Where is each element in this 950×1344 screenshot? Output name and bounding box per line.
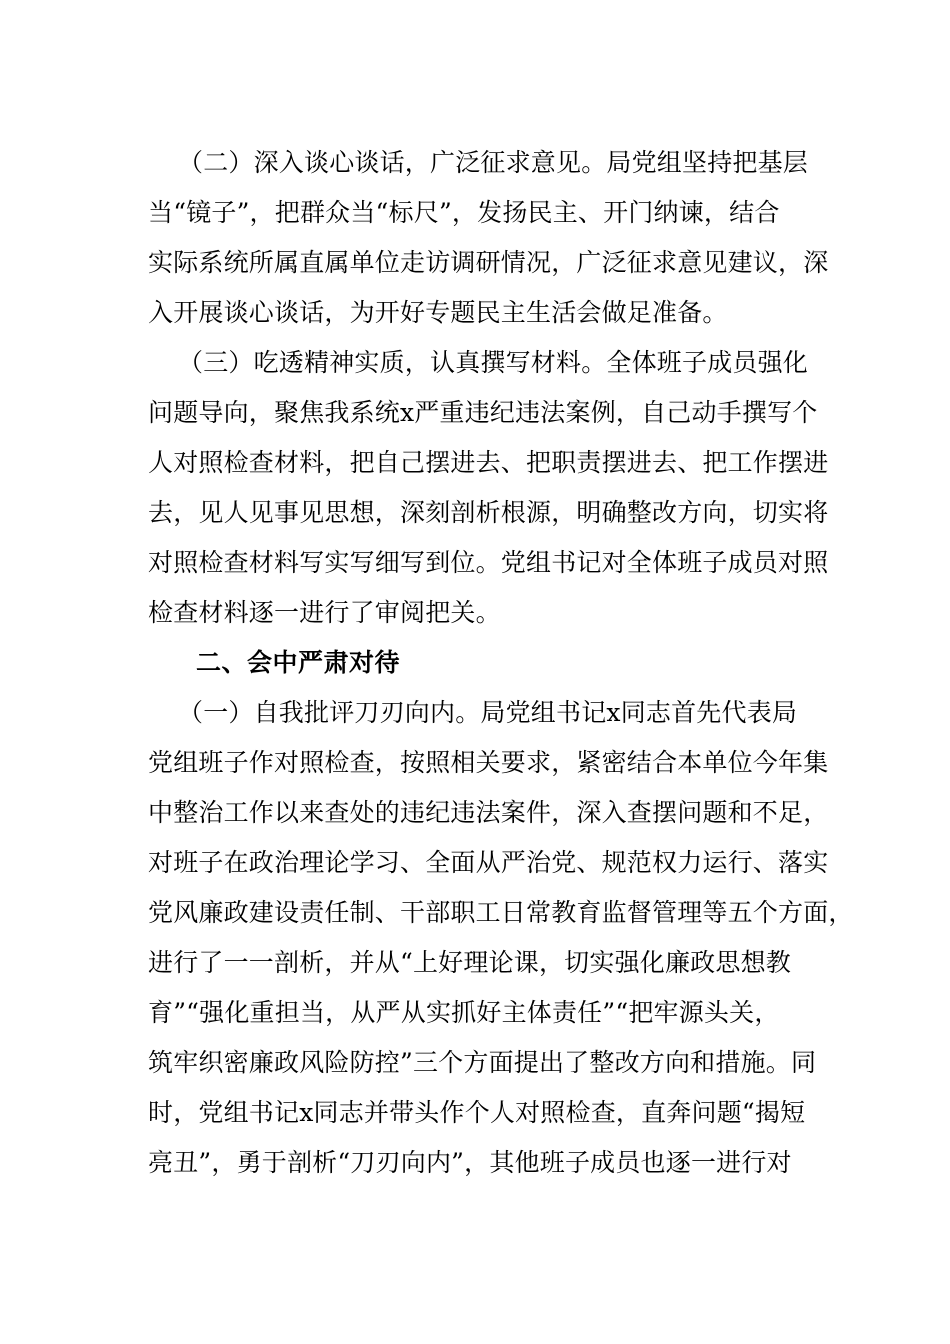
paragraph-line: 进行了一一剖析，并从“上好理论课，切实强化廉政思想教 — [148, 948, 791, 977]
paragraph-line: 问题导向，聚焦我系统x严重违纪违法案例，自己动手撰写个 — [148, 398, 818, 427]
paragraph-line: （三）吃透精神实质，认真撰写材料。全体班子成员强化 — [178, 348, 809, 377]
section-heading: 二、会中严肃对待 — [196, 648, 401, 677]
paragraph-line: 入开展谈心谈话，为开好专题民主生活会做足准备。 — [148, 298, 728, 327]
paragraph-line: 筑牢织密廉政风险防控”三个方面提出了整改方向和措施。同 — [148, 1048, 817, 1077]
paragraph-line: 育”“强化重担当，从严从实抓好主体责任”“把牢源头关， — [148, 998, 780, 1027]
paragraph-line: 对班子在政治理论学习、全面从严治党、规范权力运行、落实 — [148, 848, 829, 877]
paragraph-line: 党组班子作对照检查，按照相关要求，紧密结合本单位今年集 — [148, 748, 829, 777]
paragraph-line: 党风廉政建设责任制、干部职工日常教育监督管理等五个方面， — [148, 898, 854, 927]
paragraph-line: （二）深入谈心谈话，广泛征求意见。局党组坚持把基层 — [178, 148, 809, 177]
paragraph-line: 中整治工作以来查处的违纪违法案件，深入查摆问题和不足， — [148, 798, 829, 827]
paragraph-line: 时，党组书记x同志并带头作个人对照检查，直奔问题“揭短 — [148, 1098, 806, 1127]
paragraph-line: 检查材料逐一进行了审阅把关。 — [148, 598, 501, 627]
paragraph-line: 当“镜子”，把群众当“标尺”，发扬民主、开门纳谏，结合 — [148, 198, 780, 227]
paragraph-line: 亮丑”，勇于剖析“刀刃向内”，其他班子成员也逐一进行对 — [148, 1148, 792, 1177]
paragraph-line: （一）自我批评刀刃向内。局党组书记x同志首先代表局 — [178, 698, 798, 727]
paragraph-line: 实际系统所属直属单位走访调研情况，广泛征求意见建议，深 — [148, 248, 829, 277]
paragraph-line: 对照检查材料写实写细写到位。党组书记对全体班子成员对照 — [148, 548, 829, 577]
paragraph-line: 人对照检查材料，把自己摆进去、把职责摆进去、把工作摆进 — [148, 448, 829, 477]
paragraph-line: 去，见人见事见思想，深刻剖析根源，明确整改方向，切实将 — [148, 498, 829, 527]
